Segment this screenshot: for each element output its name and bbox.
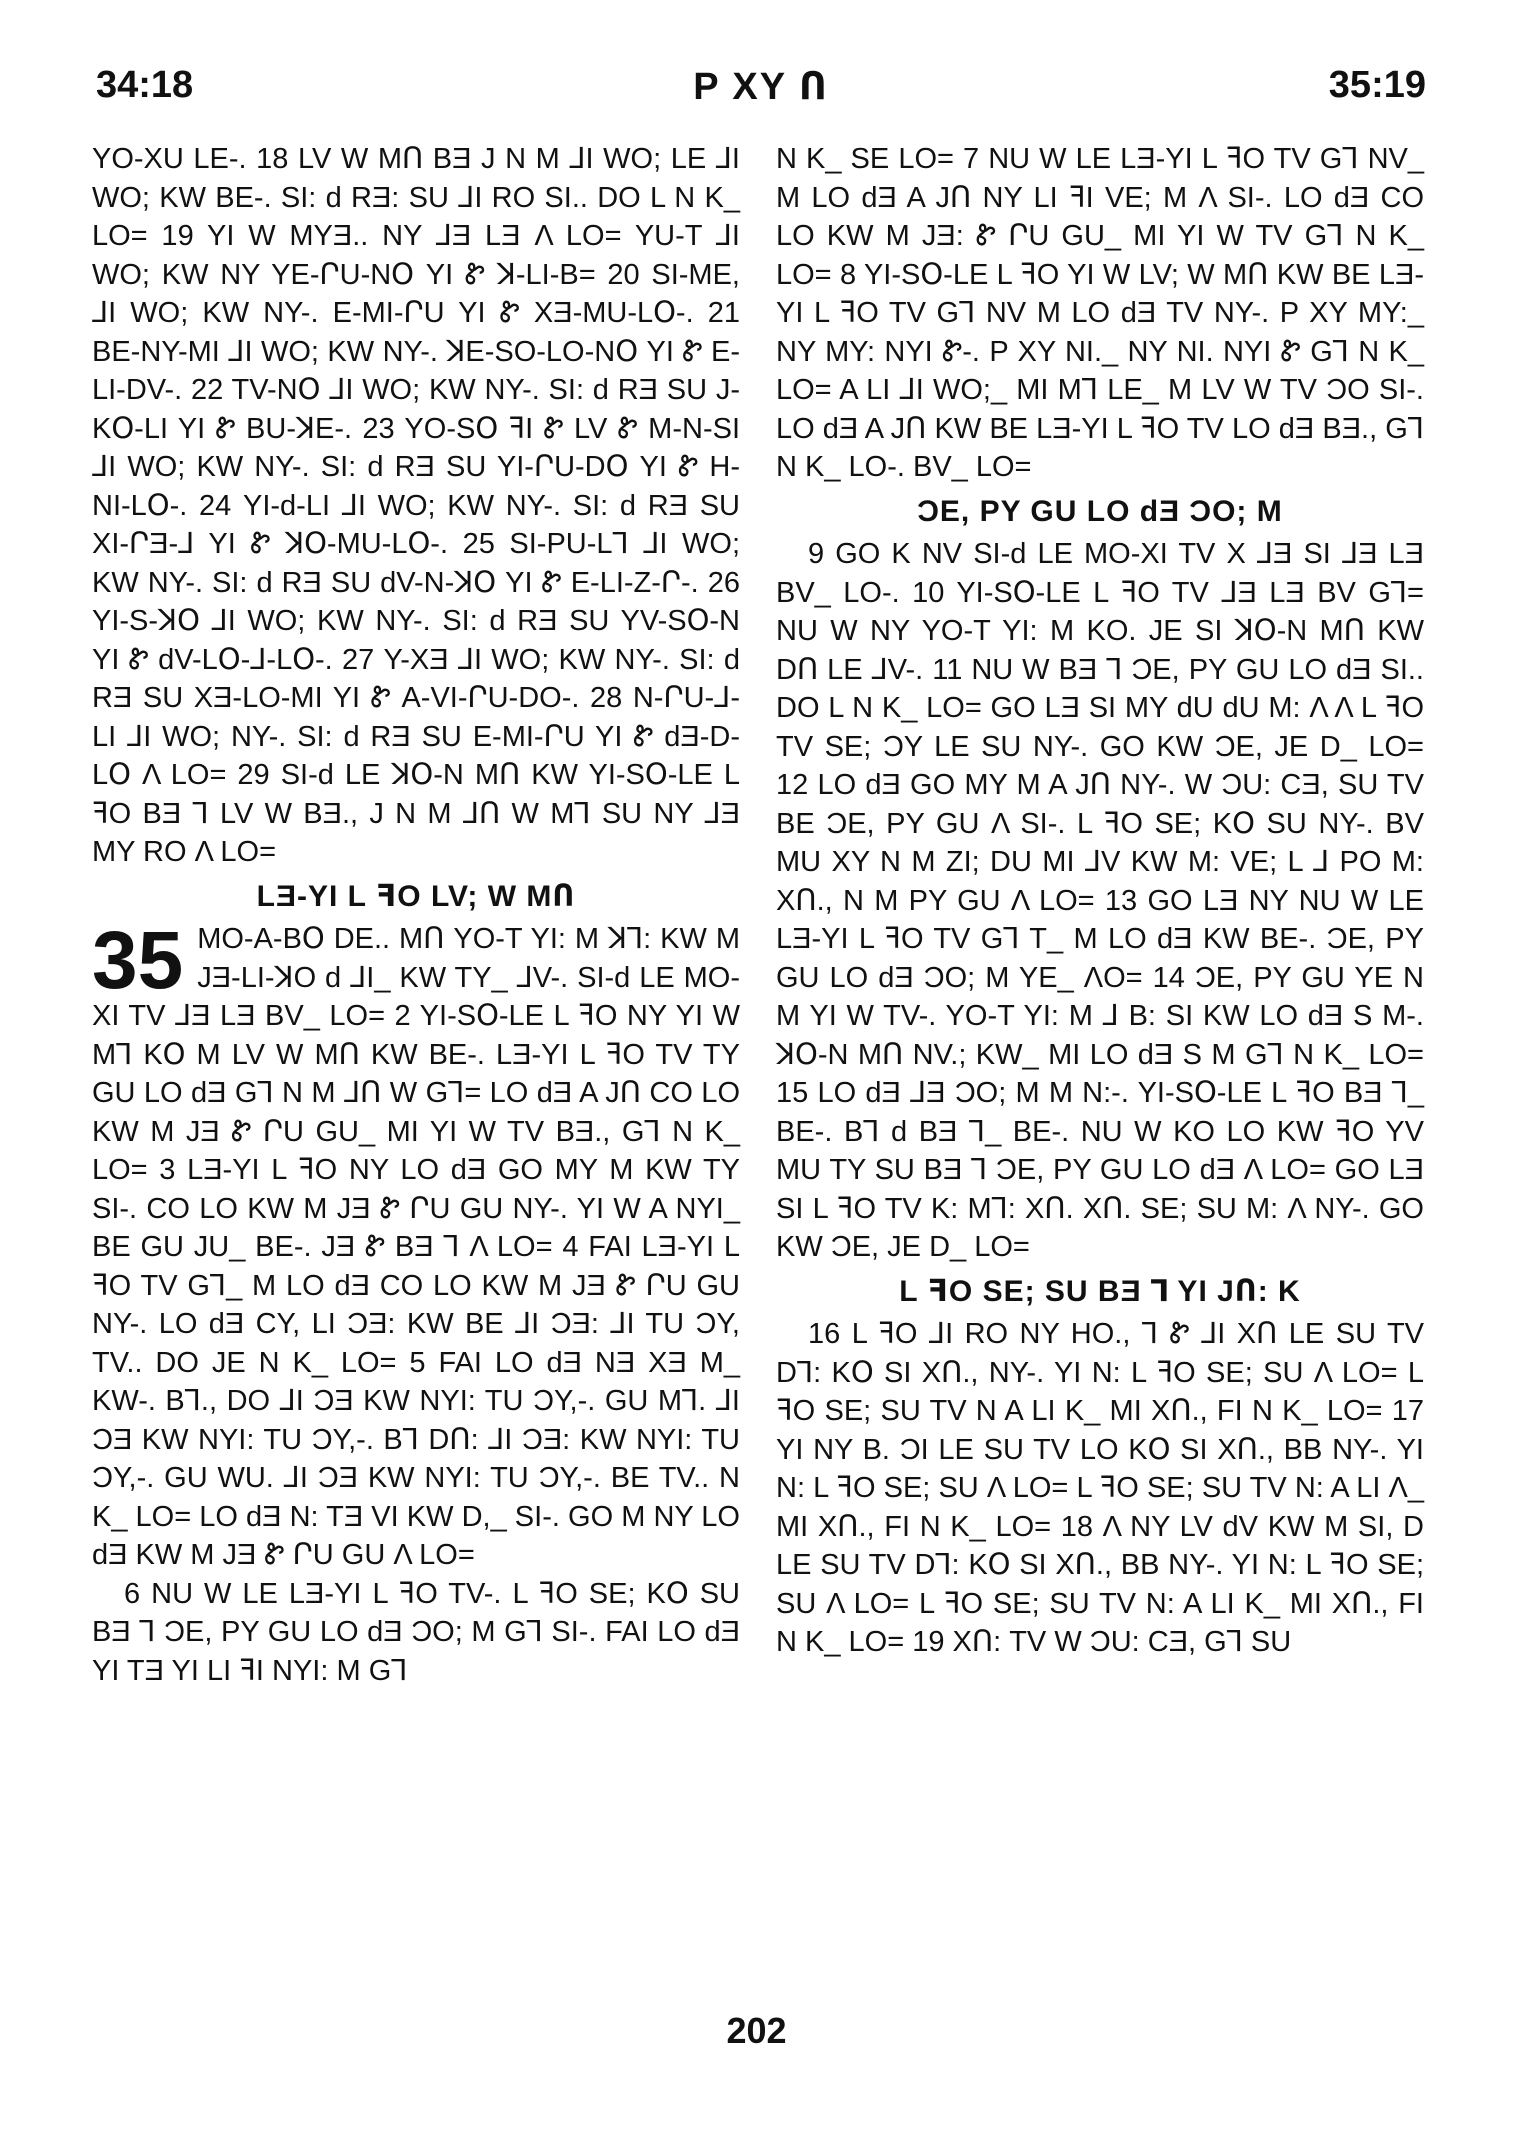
section-heading: L ꟻO SE; SU BƎ ⅂ YI JՈ: K: [899, 1274, 1301, 1308]
page-number: 202: [726, 2010, 787, 2051]
chapter-start: [92, 915, 740, 1575]
chapter-number: 35: [92, 915, 184, 1006]
paragraph: 9 GO K NV SI-d LE MO-XI TV X ⅃Ǝ SI ⅃Ǝ LƎ BV_ LO-. 10 YI-SՕ-LE L ꟻO TV ⅃Ǝ LƎ BV G⅂= NU W NY YO-T YI: M KO. JE SI ꓘՕ-N MՈ KW DՈ LE ⅃V-. 11 NU W BƎ ⅂ ϽE, PY GU LO dƎ SI.. DO L N K_ LO= GO LƎ SI MY dU dU M: Λ Λ L ꟻO TV SE; ϽY LE SU NY-. GO KW ϽE, JE D_ LO= 12 LO dƎ GO MY M A JՈ NY-. W ϽU: CƎ, SU TV BE ϽE, PY GU Λ SI-. L ꟻO SE; KՕ SU NY-. BV MU XY N M ZI; DU MI ⅃V KW M: VE; L ⅃ PO M: XՈ., N M PY GU Λ LO= 13 GO LƎ NY NU W LE LƎ-YI L ꟻO TV G⅂ T_ M LO dƎ KW BE-. ϽE, PY GU LO dƎ ϽO; M YE_ ΛO= 14 ϽE, PY GU YE N M YI W TV-. YO-T YI: M ⅃ B: SI KW LO dƎ S M-. ꓘՕ-N MՈ NV.; KW_ MI LO dƎ S M G⅂ N K_ LO= 15 LO dƎ ⅃Ǝ ϽO; M M N:-. YI-SՕ-LE L ꟻO BƎ ⅂_ BE-. B⅂ d BƎ ⅂_ BE-. NU W KO LO KW ꟻO YV MU TY SU BƎ ⅂ ϽE, PY GU LO dƎ Λ LO= GO LƎ SI L ꟻO TV K: M⅂: XՈ. XՈ. SE; SU M: Λ NY-. GO KW ϽE, JE D_ LO=: [776, 538, 1424, 1263]
book-title: P XY Ո: [693, 66, 829, 108]
paragraph: YO-XU LE-. 18 LV W MՈ BƎ J N M ⅃I WO; LE ⅃I WO; KW BE-. SI: d RƎ: SU ⅃I RO SI.. DO L N K_ LO= 19 YI W MYƎ.. NY ⅃Ǝ LƎ Λ LO= YU-T ⅃I WO; KW NY YE-ՐU-NՕ YI Ꮡ ꓘ-LI-B= 20 SI-ME, ⅃I WO; KW NY-. E-MI-ՐU YI Ꮡ XƎ-MU-LՕ-. 21 BE-NY-MI ⅃I WO; KW NY-. ꓘE-SO-LO-NՕ YI Ꮡ E-LI-DV-. 22 TV-NՕ ⅃I WO; KW NY-. SI: d RƎ SU J-KՕ-LI YI Ꮡ BU-ꓘE-. 23 YO-SՕ ꟻI Ꮡ LV Ꮡ M-N-SI ⅃I WO; KW NY-. SI: d RƎ SU YI-ՐU-DՕ YI Ꮡ H-NI-LՕ-. 24 YI-d-LI ⅃I WO; KW NY-. SI: d RƎ SU XI-ՐƎ-⅃ YI Ꮡ ꓘՕ-MU-LՕ-. 25 SI-PU-L⅂ ⅃I WO; KW NY-. SI: d RƎ SU dV-N-ꓘՕ YI Ꮡ E-LI-Z-Ր-. 26 YI-S-ꓘՕ ⅃I WO; KW NY-. SI: d RƎ SU YV-SՕ-N YI Ꮡ dV-LՕ-⅃-LՕ-. 27 Y-XƎ ⅃I WO; KW NY-. SI: d RƎ SU XƎ-LO-MI YI Ꮡ A-VI-ՐU-DO-. 28 N-ՐU-⅃-LI ⅃I WO; NY-. SI: d RƎ SU E-MI-ՐU YI Ꮡ dƎ-D-LՕ Λ LO= 29 SI-d LE ꓘՕ-N MՈ KW YI-SՕ-LE L ꟻO BƎ ⅂ LV W BƎ., J N M ⅃Ո W M⅂ SU NY ⅃Ǝ MY RO Λ LO=: [92, 143, 740, 868]
paragraph: 16 L ꟻO ⅃I RO NY HO., ⅂ Ꮡ ⅃I XՈ LE SU TV D⅂: KՕ SI XՈ., NY-. YI N: L ꟻO SE; SU Λ LO= L ꟻO SE; SU TV N A LI K_ MI XՈ., FI N K_ LO= 17 YI NY B. ϽI LE SU TV LO KՕ SI XՈ., BB NY-. YI N: L ꟻO SE; SU Λ LO= L ꟻO SE; SU TV N: A LI Λ_ MI XՈ., FI N K_ LO= 18 Λ NY LV dV KW M SI, D LE SU TV D⅂: KՕ SI XՈ., BB NY-. YI N: L ꟻO SE; SU Λ LO= L ꟻO SE; SU TV N: A LI K_ MI XՈ., FI N K_ LO= 19 XՈ: TV W ϽU: CƎ, G⅂ SU: [776, 1318, 1424, 1658]
paragraph: N K_ SE LO= 7 NU W LE LƎ-YI L ꟻO TV G⅂ NV_ M LO dƎ A JՈ NY LI ꟻI VE; M Λ SI-. LO dƎ CO LO KW M JƎ: Ꮡ ՐU GU_ MI YI W TV G⅂ N K_ LO= 8 YI-SՕ-LE L ꟻO YI W LV; W MՈ KW BE LƎ-YI L ꟻO TV G⅂ NV M LO dƎ TV NY-. P XY MY:_ NY MY: NYI Ꮡ-. P XY NI._ NY NI. NYI Ꮡ G⅂ N K_ LO= A LI ⅃I WO;_ MI M⅂ LE_ M LV W TV ϽO SI-. LO dƎ A JՈ KW BE LƎ-YI L ꟻO TV LO dƎ BƎ., G⅂ N K_ LO-. BV_ LO=: [776, 143, 1424, 483]
paragraph: 6 NU W LE LƎ-YI L ꟻO TV-. L ꟻO SE; KՕ SU BƎ ⅂ ϽE, PY GU LO dƎ ϽO; M G⅂ SI-. FAI LO dƎ YI TƎ YI LI ꟻI NYI: M G⅂: [92, 1577, 740, 1687]
section-heading: ϽE, PY GU LO dƎ ϽO; M: [917, 494, 1283, 528]
page-header: [96, 64, 1426, 120]
chapter-verse-start: 34:18: [96, 64, 194, 106]
chapter-verse-end: 35:19: [1328, 64, 1426, 106]
paragraph: MO-A-BՕ DE.. MՈ YO-T YI: M ꓘ⅂: KW M JƎ-LI-ꓘO d ⅃I_ KW TY_ ⅃V-. SI-d LE MO-XI TV ⅃Ǝ LƎ BV_ LO= 2 YI-SՕ-LE L ꟻO NY YI W M⅂ KՕ M LV W MՈ KW BE-. LƎ-YI L ꟻO TV TY GU LO dƎ G⅂ N M ⅃Ո W G⅂= LO dƎ A JՈ CO LO KW M JƎ Ꮡ ՐU GU_ MI YI W TV BƎ., G⅂ N K_ LO= 3 LƎ-YI L ꟻO NY LO dƎ GO MY M KW TY SI-. CO LO KW M JƎ Ꮡ ՐU GU NY-. YI W A NYI_ BE GU JU_ BE-. JƎ Ꮡ BƎ ⅂ Λ LO= 4 FAI LƎ-YI L ꟻO TV G⅂_ M LO dƎ CO LO KW M JƎ Ꮡ ՐU GU NY-. LO dƎ CY, LI ϽƎ: KW BE ⅃I ϽƎ: ⅃I TU ϽY, TV.. DO JE N K_ LO= 5 FAI LO dƎ NƎ XƎ M_ KW-. B⅂., DO ⅃I ϽƎ KW NYI: TU ϽY,-. GU M⅂. ⅃I ϽƎ KW NYI: TU ϽY,-. B⅂ DՈ: ⅃I ϽƎ: KW NYI: TU ϽY,-. GU WU. ⅃I ϽƎ KW NYI: TU ϽY,-. BE TV.. N K_ LO= LO dƎ N: TƎ VI KW D,_ SI-. GO M NY LO dƎ KW M JƎ Ꮡ ՐU GU Λ LO=: [92, 923, 740, 1571]
section-heading: LƎ-YI L ꟻO LV; W MՈ: [256, 879, 576, 913]
left-column: [92, 140, 740, 1690]
right-column: [776, 140, 1424, 1662]
